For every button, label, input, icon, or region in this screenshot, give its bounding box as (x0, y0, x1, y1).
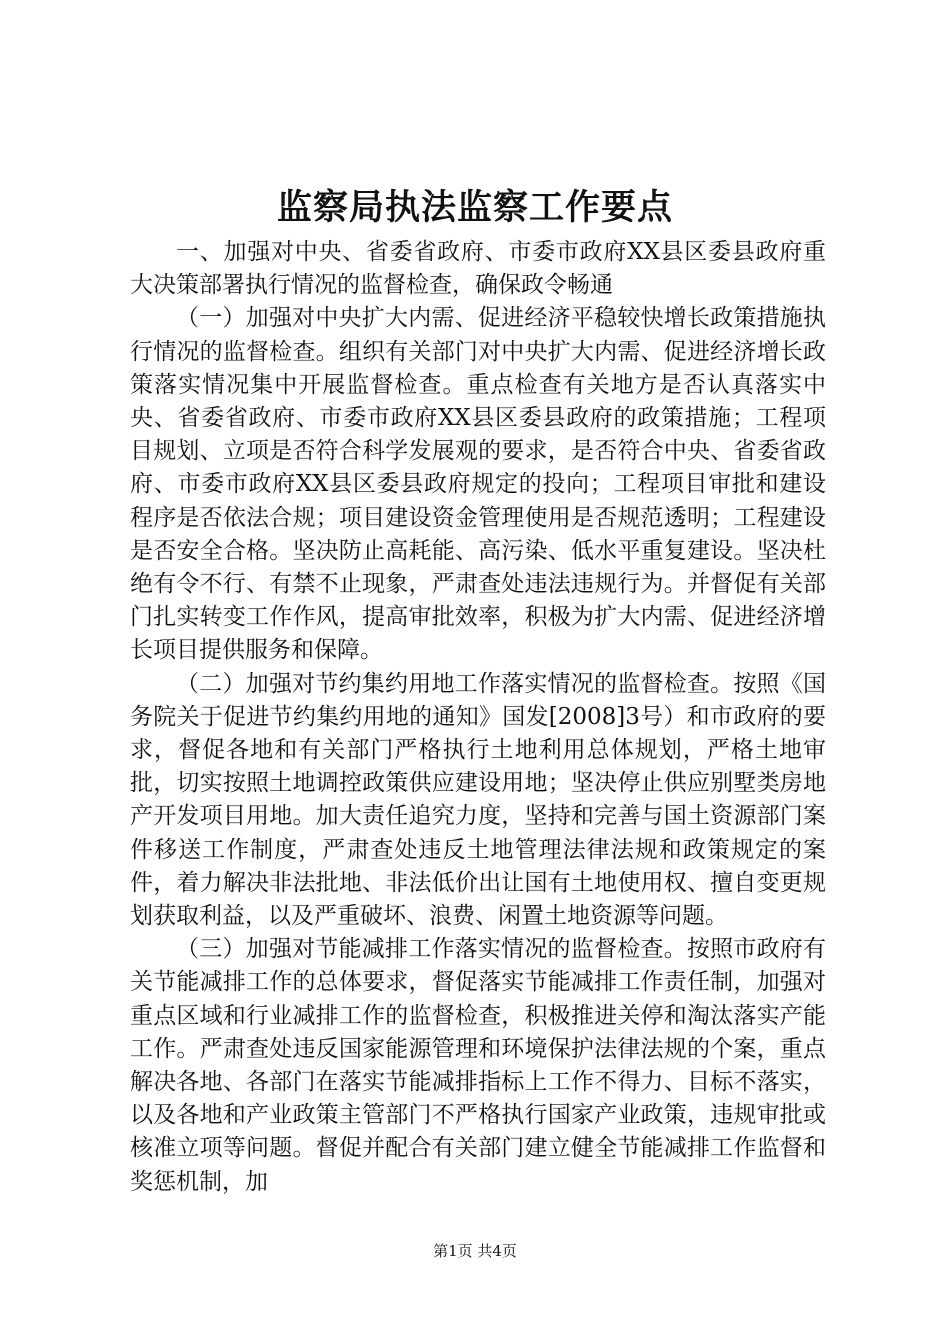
paragraph: （一）加强对中央扩大内需、促进经济平稳较快增长政策措施执行情况的监督检查。组织有关部门对中央扩大内需、促进经济增长政策落实情况集中开展监督检查。重点检查有关地方是否认真落实中央、省委省政府、市委市政府XX县区委县政府的政策措施；工程项目规划、立项是否符合科学发展观的要求，是否符合中央、省委省政府、市委市政府XX县区委县政府规定的投向；工程项目审批和建设程序是否依法合规；项目建设资金管理使用是否规范透明；工程建设是否安全合格。坚决防止高耗能、高污染、低水平重复建设。坚决杜绝有令不行、有禁不止现象，严肃查处违法违规行为。并督促有关部门扎实转变工作作风，提高审批效率，积极为扩大内需、促进经济增长项目提供服务和保障。 (130, 305, 826, 664)
page-title: 监察局执法监察工作要点 (276, 187, 673, 228)
paragraph: （二）加强对节约集约用地工作落实情况的监督检查。按照《国务院关于促进节约集约用地的通知》国发[2008]3号）和市政府的要求，督促各地和有关部门严格执行土地利用总体规划，严格土地审批，切实按照土地调控政策供应建设用地；坚决停止供应别墅类房地产开发项目用地。加大责任追究力度，坚持和完善与国土资源部门案件移送工作制度，严肃查处违反土地管理法律法规和政策规定的案件，着力解决非法批地、非法低价出让国有土地使用权、擅自变更规划获取利益，以及严重破坏、浪费、闲置土地资源等问题。 (130, 670, 826, 930)
paragraph: （三）加强对节能减排工作落实情况的监督检查。按照市政府有关节能减排工作的总体要求，督促落实节能减排工作责任制，加强对重点区域和行业减排工作的监督检查，积极推进关停和淘汰落实产能工作。严肃查处违反国家能源管理和环境保护法律法规的个案，重点解决各地、各部门在落实节能减排指标上工作不得力、目标不落实，以及各地和产业政策主管部门不严格执行国家产业政策，违规审批或核准立项等问题。督促并配合有关部门建立健全节能减排工作监督和奖惩机制，加 (130, 936, 826, 1195)
section-heading: 一、加强对中央、省委省政府、市委市政府XX县区委县政府重大决策部署执行情况的监督检查，确保政令畅通 (130, 239, 826, 299)
page-number: 第1页 共4页 (433, 1242, 517, 1260)
document-body (130, 236, 826, 1199)
